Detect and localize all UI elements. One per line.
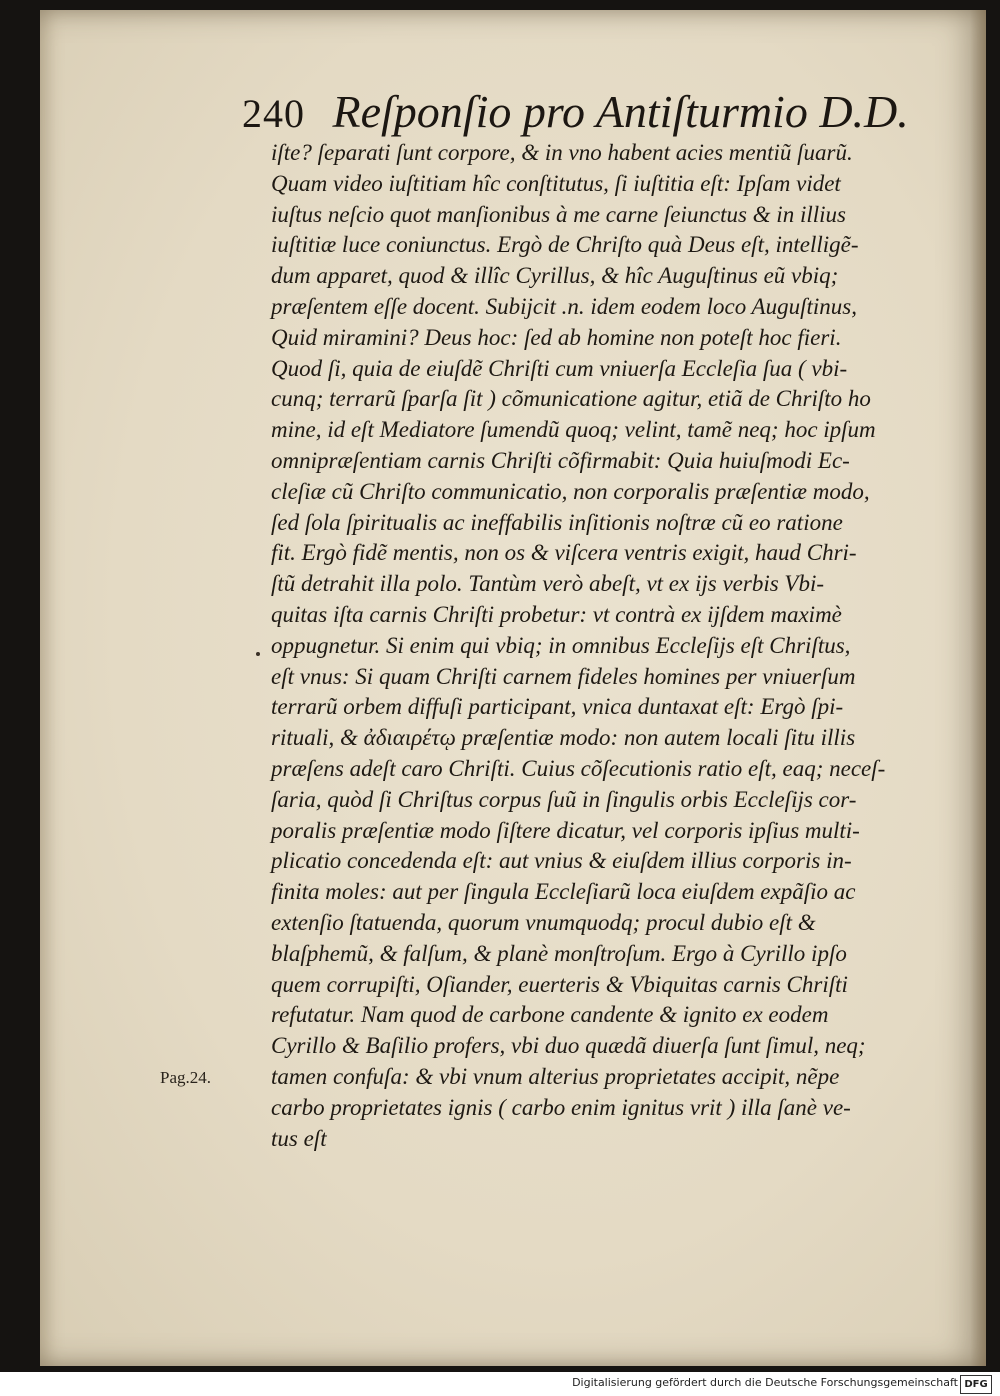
running-title: Reſponſio pro Antiſturmio D.D. (332, 86, 909, 137)
text-line: fit. Ergò fidẽ mentis, non os & viſcera ventris exigit, haud Chri- (271, 540, 857, 566)
text-line: eſt vnus: Si quam Chriſti carnem fideles homines per vniuerſum (271, 663, 856, 689)
text-line: extenſio ſtatuenda, quorum vnumquodq; procul dubio eſt & (271, 909, 816, 935)
text-line: plicatio concedenda eſt: aut vnius & eiuſdem illius corporis in- (271, 848, 852, 874)
page-header (242, 84, 909, 140)
text-line: cleſiæ cũ Chriſto communicatio, non corporalis præſentiæ modo, (271, 478, 870, 504)
text-line: iuſtus neſcio quot manſionibus à me carne ſeiunctus & in illius (271, 201, 846, 227)
text-line: mine, id eſt Mediatore ſumendũ quoq; velint, tamẽ neq; hoc ipſum (271, 417, 876, 443)
text-line: iuſtitiæ luce coniunctus. Ergò de Chriſto quà Deus eſt, intelligẽ- (271, 232, 859, 258)
text-line: præſens adeſt caro Chriſti. Cuius cõſecutionis ratio eſt, eaq; neceſ- (271, 755, 886, 781)
text-line: cunq; terrarũ ſparſa ſit ) cõmunicatione agitur, etiã de Chriſto ho (271, 386, 871, 412)
text-line: Cyrillo & Baſilio profers, vbi duo quædã diuerſa ſunt ſimul, neq; (271, 1033, 866, 1059)
text-line: ſed ſola ſpiritualis ac ineffabilis inſitionis noſtræ cũ eo ratione (271, 509, 843, 535)
text-line: blaſphemũ, & falſum, & planè monſtroſum. Ergo à Cyrillo ipſo (271, 940, 847, 966)
text-line: finita moles: aut per ſingula Eccleſiarũ loca eiuſdem expãſio ac (271, 879, 856, 905)
body-text (271, 138, 951, 1154)
footer-bar (0, 1372, 1000, 1396)
text-line: iſte? ſeparati ſunt corpore, & in vno habent acies mentiũ ſuarũ. (271, 140, 853, 165)
text-line: ſaria, quòd ſi Chriſtus corpus ſuũ in ſingulis orbis Eccleſijs cor- (271, 786, 857, 812)
text-line: Quam video iuſtitiam hîc conſtitutus, ſi iuſtitia eſt: Ipſam videt (271, 170, 841, 196)
text-line: rituali, & ἀδιαιρέτῳ præſentiæ modo: non autem locali ſitu illis (271, 725, 856, 751)
marginal-note: Pag.24. (160, 1068, 211, 1087)
dfg-logo: DFG (960, 1375, 992, 1394)
page-number: 240 (242, 91, 305, 136)
text-line: Quid miramini? Deus hoc: ſed ab homine non poteſt hoc fieri. (271, 324, 842, 350)
text-line: omnipræſentiam carnis Chriſti cõfirmabit: Quia huiuſmodi Ec- (271, 447, 850, 473)
text-line: poralis præſentiæ modo ſiſtere dicatur, vel corporis ipſius multi- (271, 817, 860, 843)
ink-speck (256, 652, 260, 656)
text-line: tus eſt (271, 1125, 327, 1151)
text-line: quitas iſta carnis Chriſti probetur: vt contrà ex ijſdem maximè (271, 601, 842, 627)
text-line: tamen confuſa: & vbi vnum alterius proprietates accipit, nẽpe (271, 1063, 840, 1089)
text-line: dum apparet, quod & illîc Cyrillus, & hîc Auguſtinus eũ vbiq; (271, 263, 839, 289)
text-line: oppugnetur. Si enim qui vbiq; in omnibus Eccleſijs eſt Chriſtus, (271, 632, 851, 658)
page-edge-shadow (970, 10, 986, 1366)
text-line: carbo proprietates ignis ( carbo enim ignitus vrit ) illa ſanè ve- (271, 1094, 851, 1120)
text-line: præſentem eſſe docent. Subijcit .n. idem eodem loco Auguſtinus, (271, 293, 857, 319)
text-line: terrarũ orbem diffuſi participant, vnica duntaxat eſt: Ergò ſpi- (271, 694, 844, 720)
text-line: refutatur. Nam quod de carbone candente & ignito ex eodem (271, 1002, 829, 1028)
text-line: Quod ſi, quia de eiuſdẽ Chriſti cum vniuerſa Eccleſia ſua ( vbi- (271, 355, 848, 381)
text-line: quem corrupiſti, Oſiander, euerteris & Vbiquitas carnis Chriſti (271, 971, 848, 997)
text-line: ſtũ detrahit illa polo. Tantùm verò abeſt, vt ex ijs verbis Vbi- (271, 571, 825, 597)
footer-credit: Digitalisierung gefördert durch die Deutsche Forschungsgemeinschaft (572, 1376, 958, 1389)
